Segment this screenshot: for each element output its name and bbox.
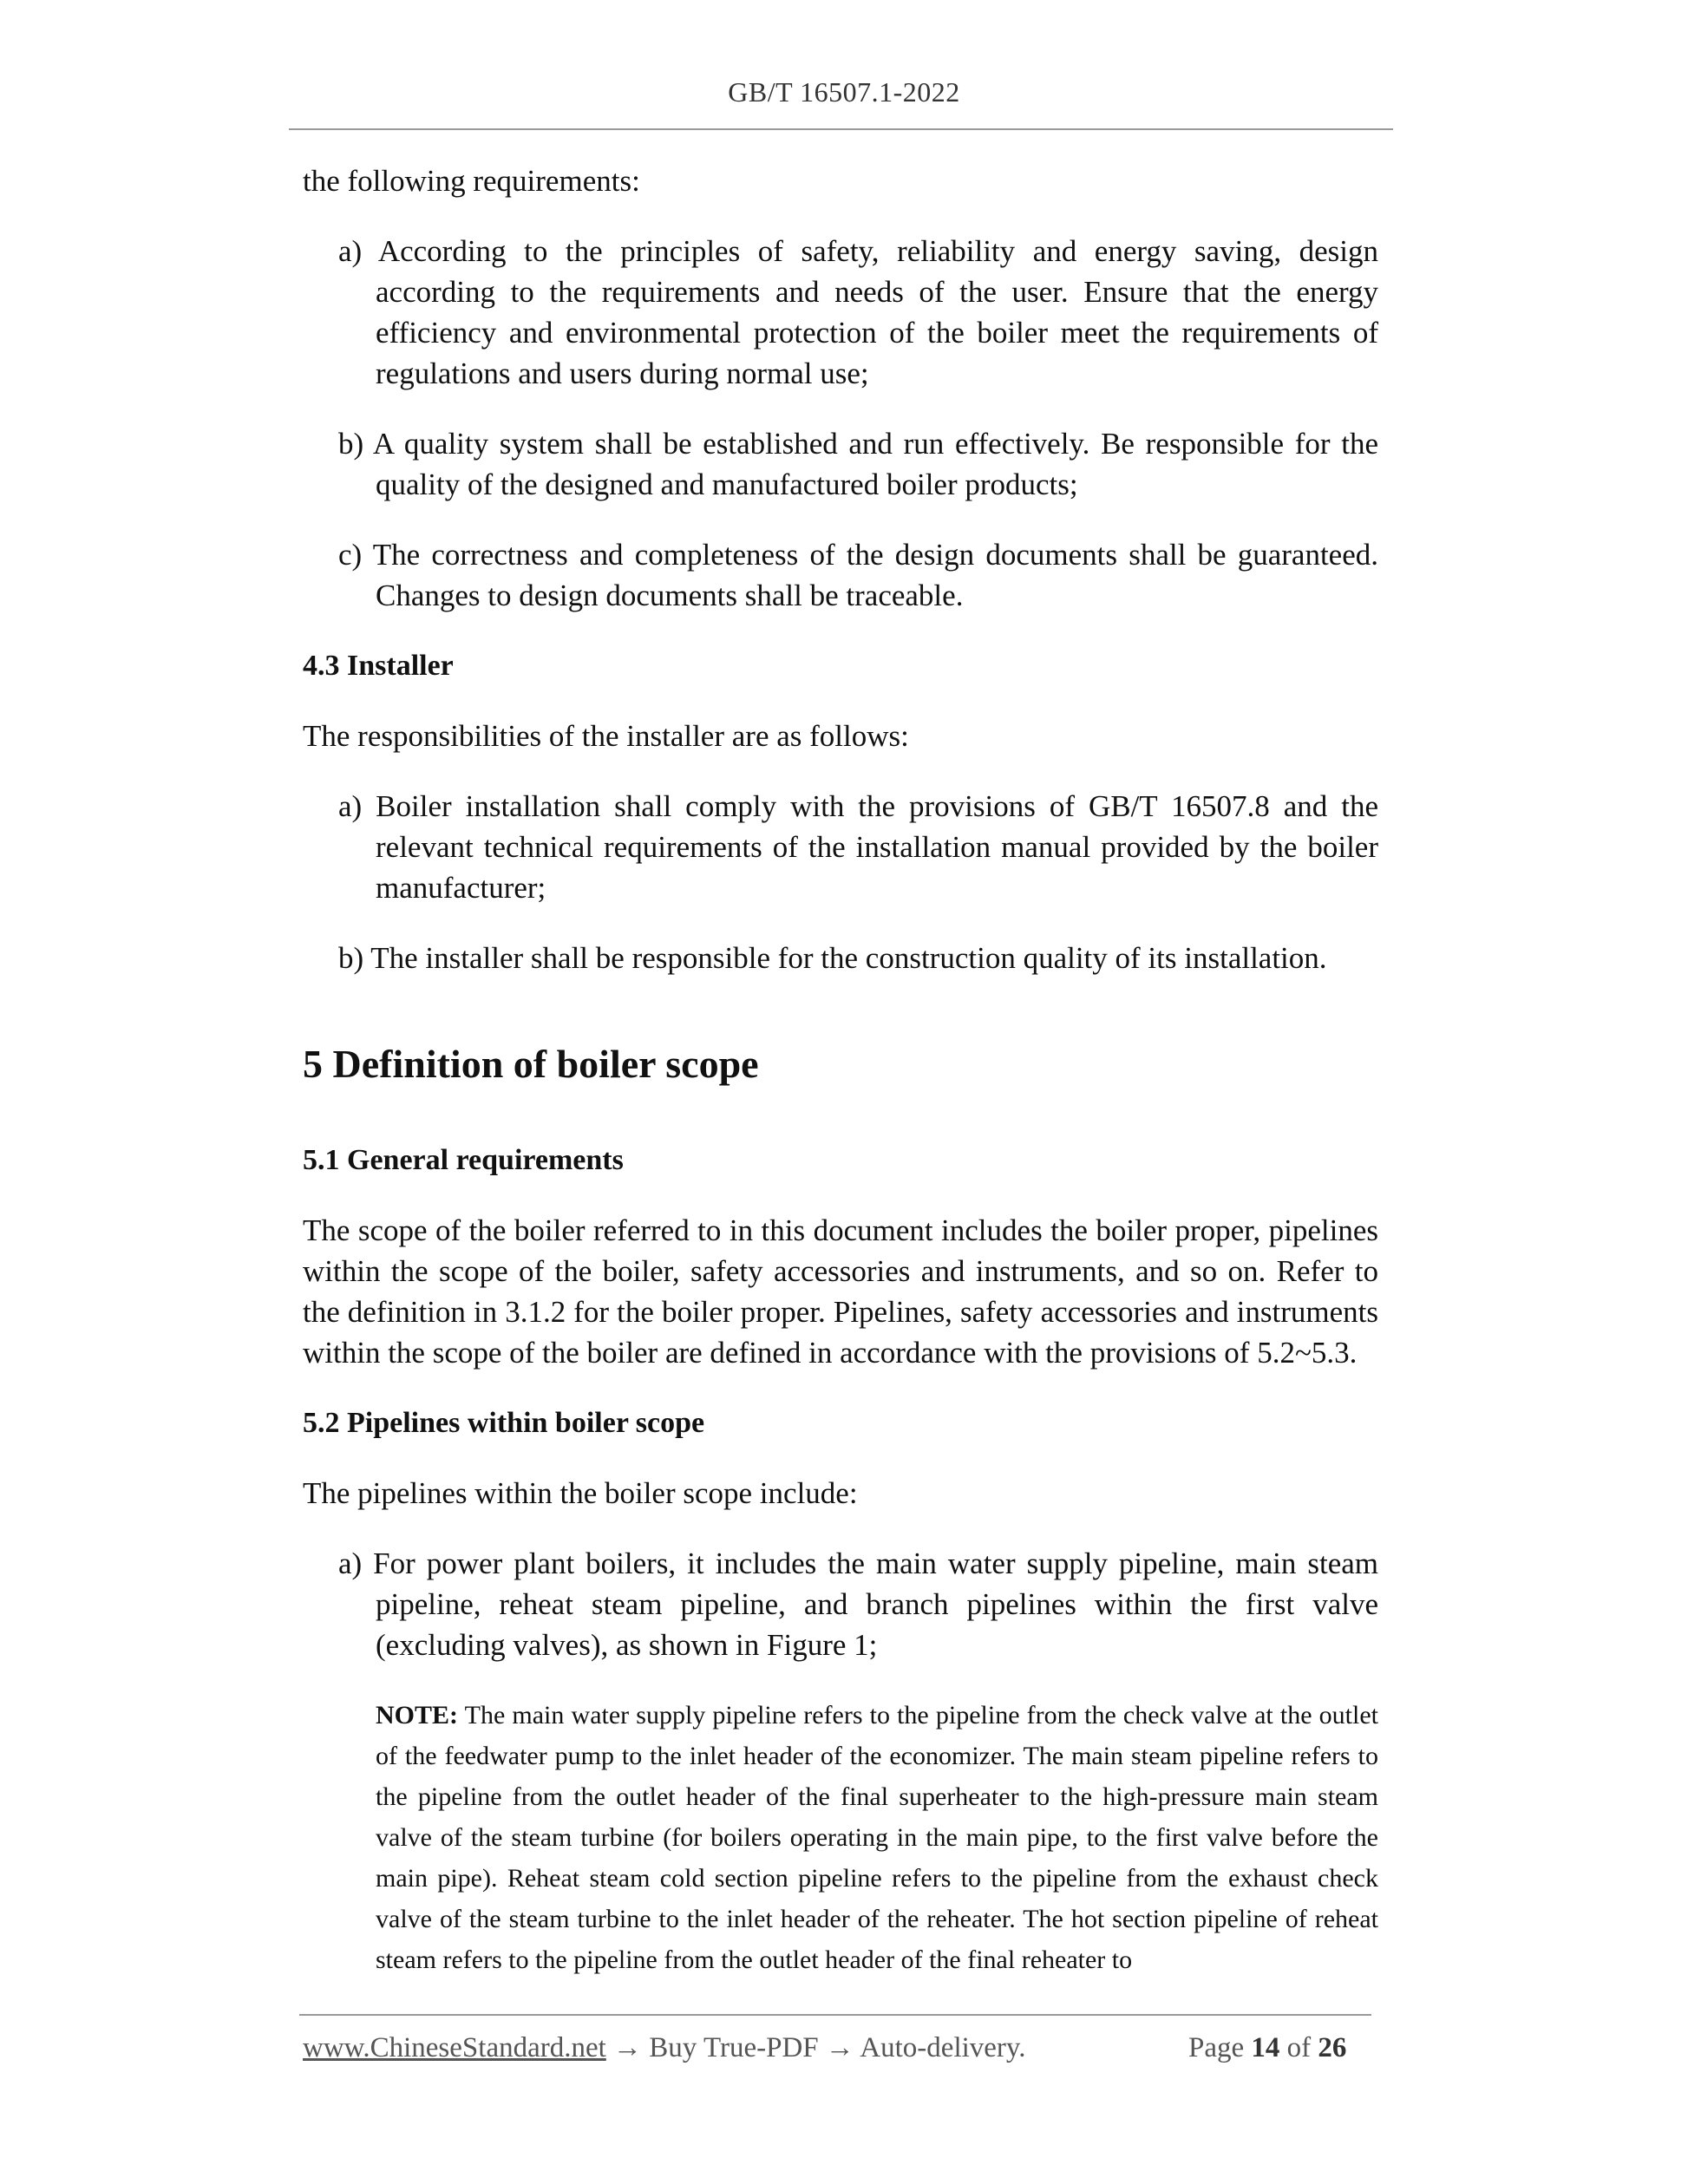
section-heading-5-1: 5.1 General requirements xyxy=(303,1144,624,1176)
total-pages: 26 xyxy=(1318,2032,1347,2063)
note-paragraph xyxy=(303,1695,1378,1980)
list-item: b) A quality system shall be established and run effectively. Be responsible for the quality of the designed and manufactured boiler products; xyxy=(338,427,1378,501)
page-number: 14 xyxy=(1251,2032,1280,2063)
of-label: of xyxy=(1286,2032,1312,2063)
page-label: Page xyxy=(1188,2032,1245,2063)
list-item: a) Boiler installation shall comply with the provisions of GB/T 16507.8 and the relevant technical requirements of the installation manual provided by the boiler manufacturer; xyxy=(338,789,1378,905)
header-divider xyxy=(289,128,1393,130)
page-content xyxy=(303,160,1378,1980)
section-heading-4-3: 4.3 Installer xyxy=(303,650,454,682)
note-text: The main water supply pipeline refers to the pipeline from the check valve at the outlet of the feedwater pump to the inlet header of the economizer. The main steam pipeline refers to the pipeline from the outlet header of the final superheater to the high-pressure main steam valve of the steam turbine (for boilers operating in the main pipe, to the first valve before the main pipe). Reheat steam cold section pipeline refers to the pipeline from the exhaust check valve of the steam turbine to the inlet header of the reheater. The hot section pipeline of reheat steam refers to the pipeline from the outlet header of the final reheater to xyxy=(376,1701,1378,1974)
note-label: NOTE: xyxy=(376,1701,459,1730)
chapter-heading-5: 5 Definition of boiler scope xyxy=(303,1042,759,1086)
continued-text: the following requirements: xyxy=(303,164,640,198)
document-code-header: GB/T 16507.1-2022 xyxy=(728,76,960,108)
section-body-5-1: The scope of the boiler referred to in this document includes the boiler proper, pipelines within the scope of the boiler, safety accessories and instruments, and so on. Refer to the definition in 3.1.2 for the boiler proper. Pipelines, safety accessories and instruments within the scope of the boiler are defined in accordance with the provisions of 5.2~5.3. xyxy=(303,1213,1378,1370)
list-item: a) For power plant boilers, it includes the main water supply pipeline, main steam pipeline, reheat steam pipeline, and branch pipelines within the first valve (excluding valves), as shown in Figure 1; xyxy=(338,1546,1378,1662)
list-item: c) The correctness and completeness of the design documents shall be guaranteed. Changes to design documents shall be traceable. xyxy=(338,538,1378,612)
footer-promo xyxy=(303,2032,1026,2064)
section-lead-5-2: The pipelines within the boiler scope include: xyxy=(303,1476,858,1510)
footer-divider xyxy=(299,2014,1371,2016)
page-indicator xyxy=(1188,2032,1346,2064)
section-heading-5-2: 5.2 Pipelines within boiler scope xyxy=(303,1407,705,1439)
list-item: b) The installer shall be responsible for the construction quality of its installation. xyxy=(338,941,1327,975)
website-link[interactable]: www.ChineseStandard.net xyxy=(303,2032,606,2063)
list-item: a) According to the principles of safety, reliability and energy saving, design according to the requirements and needs of the user. Ensure that the energy efficiency and environmental protection of the boiler meet the requirements of regulations and users during normal use; xyxy=(338,234,1378,390)
footer-promo-text: → Buy True-PDF → Auto-delivery. xyxy=(613,2032,1026,2063)
section-lead-4-3: The responsibilities of the installer are as follows: xyxy=(303,719,909,753)
